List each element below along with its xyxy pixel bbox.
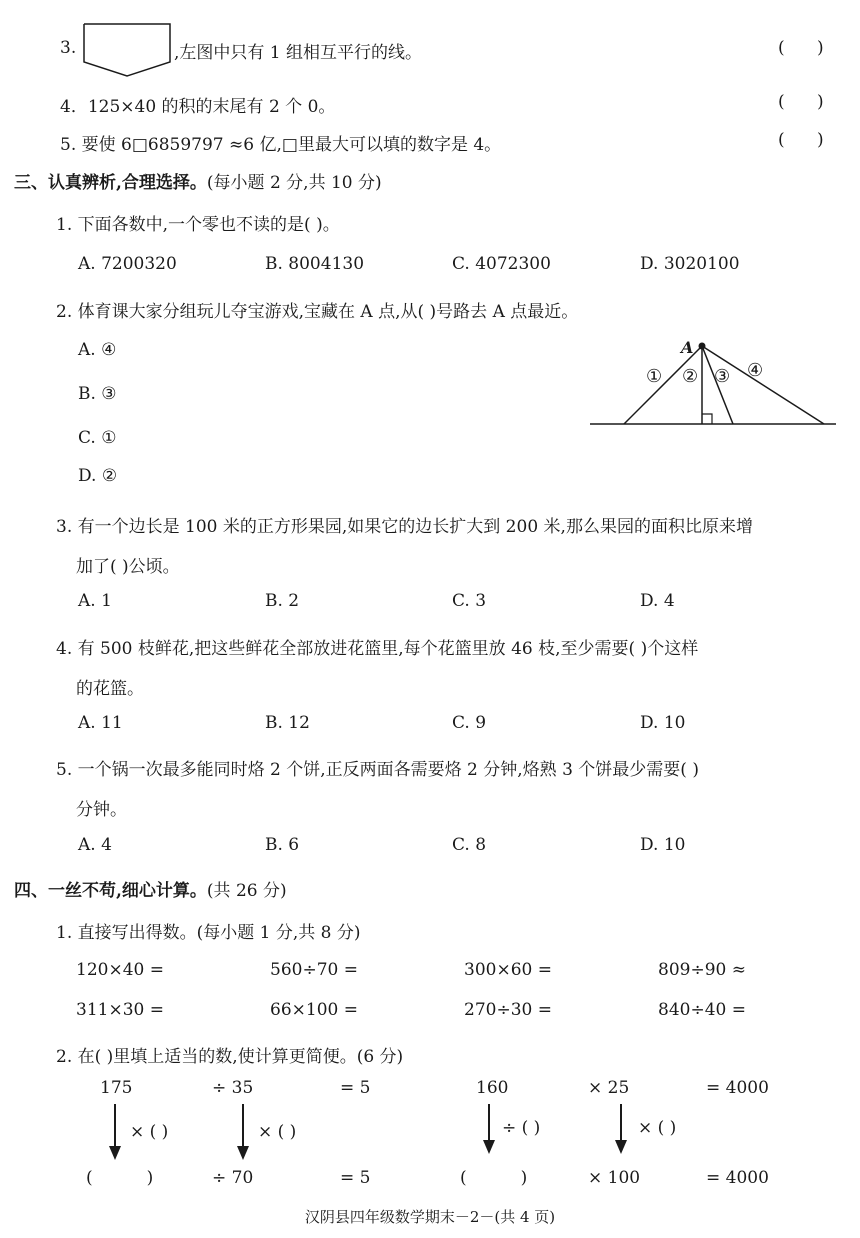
simplify-left-top-2: ÷ 35: [212, 1078, 254, 1098]
judge-q4-text: 4．125×40 的积的末尾有 2 个 0。: [60, 97, 336, 117]
calc-item: 840÷40 =: [658, 1000, 746, 1020]
s3-q2-option-b[interactable]: B. ③: [78, 384, 117, 404]
s3-q1-option-b[interactable]: B. 8004130: [265, 254, 365, 274]
simplify-left-bottom-1[interactable]: ( ): [86, 1168, 154, 1188]
s3-q4-option-b[interactable]: B. 12: [265, 713, 310, 733]
calc-item: 809÷90 ≈: [658, 960, 746, 980]
s3-q5-option-b[interactable]: B. 6: [265, 835, 300, 855]
s3-q2-option-a[interactable]: A. ④: [78, 340, 117, 360]
down-arrow-icon: [482, 1104, 496, 1154]
figure-point-a-label: A: [681, 338, 694, 357]
simplify-left-bottom-2: ÷ 70: [212, 1168, 254, 1188]
pentagon-shape-icon: [82, 22, 172, 78]
simplify-left-top-3: = 5: [340, 1078, 371, 1098]
simplify-right-bottom-2: × 100: [588, 1168, 641, 1188]
s3-q5-option-c[interactable]: C. 8: [452, 835, 487, 855]
s3-q1-option-d[interactable]: D. 3020100: [640, 254, 740, 274]
s3-q1-text: 1. 下面各数中,一个零也不读的是( )。: [56, 215, 340, 235]
s3-q1-option-c[interactable]: C. 4072300: [452, 254, 551, 274]
simplify-left-top-1: 175: [100, 1078, 133, 1098]
s3-q4-text-line1: 4. 有 500 枝鲜花,把这些鲜花全部放进花篮里,每个花篮里放 46 枝,至少需要( )个这样: [56, 639, 699, 659]
calc-item: 311×30 =: [76, 1000, 164, 1020]
section4-title: 四、一丝不苟,细心计算。: [14, 881, 207, 901]
s3-q5-text-line1: 5. 一个锅一次最多能同时烙 2 个饼,正反两面各需要烙 2 分钟,烙熟 3 个饼最少需要( ): [56, 760, 699, 780]
s3-q3-text-line1: 3. 有一个边长是 100 米的正方形果园,如果它的边长扩大到 200 米,那么果园的面积比原来增: [56, 517, 753, 537]
simplify-right-op-1[interactable]: ÷ ( ): [502, 1118, 541, 1138]
s3-q2-option-c[interactable]: C. ①: [78, 428, 117, 448]
down-arrow-icon: [614, 1104, 628, 1154]
figure-path-label-4: ④: [747, 360, 764, 381]
s3-q5-option-a[interactable]: A. 4: [78, 835, 112, 855]
simplify-right-top-2: × 25: [588, 1078, 630, 1098]
judge-q3-answer-paren[interactable]: ( ): [778, 38, 824, 58]
down-arrow-icon: [108, 1104, 122, 1160]
calc-item: 270÷30 =: [464, 1000, 552, 1020]
simplify-right-top-3: = 4000: [706, 1078, 769, 1098]
calc-item: 300×60 =: [464, 960, 552, 980]
judge-q3-text: ,左图中只有 1 组相互平行的线。: [174, 43, 423, 63]
s3-q3-option-c[interactable]: C. 3: [452, 591, 487, 611]
figure-path-label-1: ①: [646, 366, 663, 387]
paths-triangle-figure: [588, 336, 838, 428]
s3-q3-option-d[interactable]: D. 4: [640, 591, 675, 611]
figure-path-label-3: ③: [714, 366, 731, 387]
s3-q2-option-d[interactable]: D. ②: [78, 466, 118, 486]
calc-item: 66×100 =: [270, 1000, 358, 1020]
section3-note: (每小题 2 分,共 10 分): [206, 173, 382, 193]
simplify-left-op-2[interactable]: × ( ): [258, 1122, 297, 1142]
calc-item: 560÷70 =: [270, 960, 358, 980]
judge-q3-number: 3.: [60, 38, 77, 58]
simplify-right-bottom-1[interactable]: ( ): [460, 1168, 528, 1188]
simplify-right-top-1: 160: [476, 1078, 509, 1098]
s3-q3-option-b[interactable]: B. 2: [265, 591, 300, 611]
calc-item: 120×40 =: [76, 960, 164, 980]
s3-q5-text-line2: 分钟。: [76, 800, 127, 820]
s3-q1-option-a[interactable]: A. 7200320: [78, 254, 177, 274]
s3-q5-option-d[interactable]: D. 10: [640, 835, 686, 855]
s3-q3-text-line2: 加了( )公顷。: [76, 557, 180, 577]
section4-note: (共 26 分): [206, 881, 287, 901]
s3-q4-text-line2: 的花篮。: [76, 679, 144, 699]
s4-q2-text: 2. 在( )里填上适当的数,使计算更简便。(6 分): [56, 1047, 404, 1067]
s3-q4-option-a[interactable]: A. 11: [78, 713, 123, 733]
s3-q3-option-a[interactable]: A. 1: [78, 591, 112, 611]
section3-title: 三、认真辨析,合理选择。: [14, 173, 207, 193]
page-footer: 汉阴县四年级数学期末－2－(共 4 页): [304, 1208, 556, 1226]
s3-q2-text: 2. 体育课大家分组玩儿夺宝游戏,宝藏在 A 点,从( )号路去 A 点最近。: [56, 302, 579, 322]
simplify-left-bottom-3: = 5: [340, 1168, 371, 1188]
judge-q5-text: 5. 要使 6□6859797 ≈6 亿,□里最大可以填的数字是 4。: [60, 135, 502, 155]
s4-q1-text: 1. 直接写出得数。(每小题 1 分,共 8 分): [56, 923, 361, 943]
simplify-left-op-1[interactable]: × ( ): [130, 1122, 169, 1142]
simplify-right-bottom-3: = 4000: [706, 1168, 769, 1188]
s3-q4-option-c[interactable]: C. 9: [452, 713, 487, 733]
s3-q4-option-d[interactable]: D. 10: [640, 713, 686, 733]
figure-path-label-2: ②: [682, 366, 699, 387]
down-arrow-icon: [236, 1104, 250, 1160]
judge-q5-answer-paren[interactable]: ( ): [778, 130, 824, 150]
judge-q4-answer-paren[interactable]: ( ): [778, 92, 824, 112]
simplify-right-op-2[interactable]: × ( ): [638, 1118, 677, 1138]
